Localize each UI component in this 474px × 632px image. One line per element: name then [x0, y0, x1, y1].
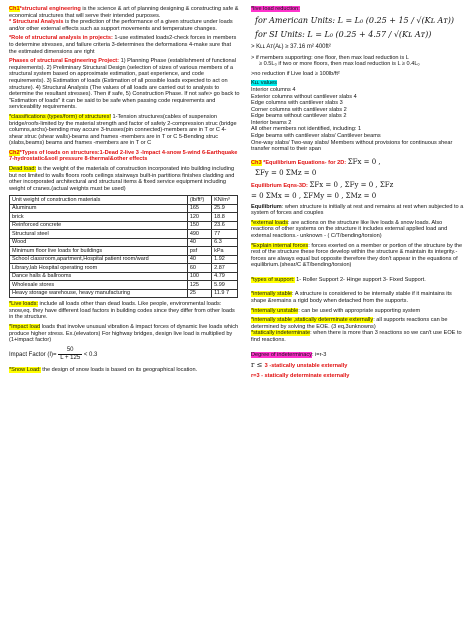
impact-load-text: loads that involve unusual vibration & impact forces of dynamic live loads which produce higher stress. Ex.(elevators) For highway bridges, design live load is multiplied by (1+impact factor) [9, 324, 239, 344]
table-row [10, 289, 238, 297]
table-cell: 60 [187, 264, 211, 272]
table-cell: Wood [10, 238, 188, 246]
right-column [251, 6, 466, 379]
equilibrium-2d-heading: *Equilibrium Equations- for 2D: [263, 159, 347, 166]
kll-at-line: > Kʟʟ Aᴛ(Aʟ) ≥ 37.16 m² 400ft² [251, 44, 331, 51]
table-row [10, 281, 238, 289]
left-column [9, 6, 240, 377]
kll-value-item: One-way slabs/ Two-way slabs/ Members without provisions for continuous shear transfer normal to their span [251, 139, 453, 153]
table-row [10, 230, 238, 238]
indeterminate-heading: *statically indeterminate [251, 330, 311, 337]
table-row [10, 213, 238, 221]
table-cell: 25 [187, 289, 211, 297]
kll-value-item: Interior columns 4 [251, 86, 296, 93]
table-cell: Library,lab Hospital operating room [10, 264, 188, 272]
impact-load-paragraph [9, 324, 240, 344]
table-cell: 120 [187, 213, 211, 221]
dead-load-text: is the weight of the materials of construction incorporated into building including but not limited to walls floors roofs ceilings stairways built-in partitions finishes cladding and other incorporated architectural and structural items & fixed service equipment including weight of cranes.(actual weights must be used) [9, 166, 235, 192]
dead-load-heading: Dead load: [9, 166, 37, 173]
table-cell: 150 [187, 221, 211, 229]
kll-value-item: Edge columns with cantilever slabs 3 [251, 100, 343, 107]
table-cell: 18.8 [212, 213, 238, 221]
equilibrium-3d-heading: Equilibrium Eqns-3D: [251, 182, 308, 189]
support-types-heading: *types of support: [251, 276, 295, 283]
equation-3d-forces: ΣFx = 0 , ΣFy = 0 , ΣFz [309, 180, 394, 189]
internally-unstable-text: : can be used with appropriate supporting system [298, 307, 421, 314]
types-of-loads-heading: *Types of loads on structures: [19, 149, 100, 156]
impact-denominator: L + 125 [60, 354, 81, 361]
determinate-paragraph [251, 317, 466, 330]
eq3d-line [251, 181, 466, 190]
table-cell: Aluminum [10, 204, 188, 212]
equilibrium-paragraph [251, 204, 466, 217]
equilibrium-text: : when structure is initially at rest and remains at rest when subjected to a system of forces and couples [251, 203, 464, 217]
role-heading: *Role of structural analysis in projects: [9, 35, 113, 42]
table-cell: 5.99 [212, 281, 238, 289]
phases-text: 1) Planning Phase (establishment of functional requirements). 2) Preliminary Structural Design (selection of sizes of various members of a structural system based on approximate estimation, past experience, and code requirements). 3) Estimation of loads (Estimation of all possible loads expected to act on structure). 4) Structural Analysis (The values of all loads are carried out to analysis to determine the resultant stresses). Then if safe, 5) Construction Phase. If not safe> go back to "Estimation of loads" it can be said to be safe when passing code requirements and serviceability requirements. [9, 58, 240, 111]
impact-limit: < 0.3 [83, 351, 98, 358]
kll-value-item: Edge beams with cantilever slabs/ Cantilever beams [251, 133, 381, 140]
table-cell: 125 [187, 281, 211, 289]
table-cell: 23.6 [212, 221, 238, 229]
table-cell: Heavy storage warehouse, heavy manufacturing [10, 289, 188, 297]
external-loads-paragraph [251, 220, 466, 240]
internal-forces-paragraph [251, 243, 466, 269]
ch2-heading: Ch2 [9, 149, 20, 156]
table-cell: Unit weight of construction materials [10, 196, 188, 204]
determinate-heading: *internally stable ,statically determinate externally [251, 317, 374, 324]
degree-indeterminacy-formula: : i=r-3 [311, 351, 327, 358]
table-cell: 77 [212, 230, 238, 238]
kll-value-item: Edge beams without cantilever slabs 2 [251, 113, 347, 120]
r-less-than: r ≤ [251, 361, 265, 370]
internally-stable-paragraph [251, 291, 466, 304]
determinate-text: : all supports reactions can be determined by solving the EOE. (3 eq,3unknowns) [251, 317, 448, 330]
ch3-line [251, 158, 466, 167]
table-cell: 40 [187, 255, 211, 263]
llr-heading-line [251, 6, 466, 13]
live-loads-heading: *Live loads: [9, 301, 38, 308]
ch3-heading: Ch3 [251, 159, 262, 166]
impact-factor-label: Impact Factor (I)= [9, 351, 57, 358]
table-cell: 1.92 [212, 255, 238, 263]
table-cell: kPa [212, 247, 238, 255]
structural-engineering-term: *structural engineering [19, 6, 81, 12]
role-text-2: 2-check forces in members to determine stresses, and failure criteria [9, 35, 237, 48]
impact-numerator: 50 [58, 347, 82, 355]
r-determinate-text: r=3 - statically determinate externally [251, 372, 350, 379]
table-row [10, 204, 238, 212]
no-reduction-line: >no reduction if Live load ≥ 100lb/ft² [251, 70, 340, 77]
phases-paragraph [9, 58, 240, 111]
table-cell: 40 [187, 238, 211, 246]
table-cell: 100 [187, 272, 211, 280]
impact-fraction [58, 347, 82, 362]
kll-values-list [251, 87, 466, 153]
types-of-loads-text: 1-Dead 2-live 3 -Impact 4-snow 5-wind 6-Earthquake 7-hydrostatic&soil pressure 8-thermal&other effects [9, 149, 238, 163]
indeterminate-paragraph [251, 330, 466, 343]
degree-indeterminacy-heading: Degree of indeterminacy [251, 351, 312, 358]
ch1-intro [9, 6, 240, 32]
external-loads-text: : are actions on the structure like live loads & snow loads. Also reactions of other systems on the structure it includes external applied load and external reactions.- unknown - ( C/T/bending/torsion) [251, 219, 448, 239]
table-row [10, 272, 238, 280]
degree-indeterminacy-line [251, 352, 466, 359]
equation-sum-fy-mz: ΣFy = 0 ΣMz = 0 [255, 169, 317, 178]
role-text-3: 3-determines the deformations [111, 41, 188, 48]
one-floor-line: > if members supporting: one floor, then max load reduction is L [251, 54, 409, 61]
internally-stable-text: : A structure is considered to be internally stable if it maintains its shape &remains a rigid body when detached from the supports. [251, 291, 452, 305]
structural-analysis-text: is the prediction of the performance of a given structure under loads and/or other external effects such as support movements and temperature changes. [9, 19, 233, 32]
classifications-heading: *classifications (types/form) of structures! [9, 113, 111, 120]
kll-value-item: Exterior columns without cantilever slabs 4 [251, 93, 357, 100]
internal-forces-heading: *Explain internal forces [251, 242, 309, 249]
table-cell: 490 [187, 230, 211, 238]
table-row [10, 255, 238, 263]
r-unstable-line [251, 361, 466, 370]
live-load-reduction-heading: *live load reduction: [251, 6, 300, 12]
kll-value-item: Corner columns with cantilever slabs 2 [251, 106, 347, 113]
table-cell: 11.9 7 [212, 289, 238, 297]
role-text-4: 4-make sure that the estimated dimensions are right [9, 41, 232, 55]
si-formula: for SI Units: L = L₀ (0.25 + 4.57 / √(Kʟ Aᴛ)) [255, 30, 432, 40]
table-cell: Wholesale stores [10, 281, 188, 289]
table-cell: 6.3 [212, 238, 238, 246]
table-cell: 4.79 [212, 272, 238, 280]
equation-sum-fx: ΣFx = 0 , [347, 157, 381, 166]
table-cell: Minimum floor live loads for buildings [10, 247, 188, 255]
table-cell: 165 [187, 204, 211, 212]
structural-analysis-term: * Structural Analysis [9, 19, 64, 26]
snow-load-text: the design of snow loads is based on its geographical location. [40, 366, 198, 373]
live-loads-paragraph [9, 301, 240, 321]
table-row [10, 238, 238, 246]
table-cell: 25.9 [212, 204, 238, 212]
internal-forces-text: : forces exerted on a member or portion of the structure by the rest of the structure these force develop within the structure & maintain its integrity.- forces are always equal but opposite therefore they don't appear in the equations of equilibrium.(shear/C &T/bending/torsion) [251, 242, 463, 269]
table-row [10, 264, 238, 272]
external-loads-heading: *external loads [251, 219, 289, 226]
two-floors-line: ≥ 0.5L₀ if two or more floors, then max load reduction is L ≥ 0.4L₀ [259, 61, 420, 68]
table-cell: psf [187, 247, 211, 255]
kll-value-item: Interior beams 2 [251, 119, 292, 126]
table-cell: KN/m³ [212, 196, 238, 204]
kll-values-heading-line [251, 80, 466, 87]
equation-3d-moments: = 0 ΣMx = 0 , ΣFMy = 0 , ΣMz = 0 [251, 192, 377, 201]
equilibrium-term: Equilibrium [251, 203, 282, 210]
classifications-text: 1-Tension structures(cables of suspension bridge/roofs-limited by the material strength and factor of safety 2-compression struc (bridge columns,archs)-bending may accure 3-trusses(pin connected)-members are in T or C 4-shear struc (shear walls)-beams and frames -members are in T or C 5-Bending struc (slabs,beams) beams and frames -members are in T or C [9, 113, 237, 147]
internally-unstable-paragraph [251, 308, 466, 315]
table-cell: 2.87 [212, 264, 238, 272]
live-loads-text: include all loads other than dead loads. Like people, environmental loads: snow,eq. they have different load factors in building codes since they differ from other loads in the structure. [9, 301, 235, 321]
table-row [10, 247, 238, 255]
internally-unstable-heading: *internally unstable [251, 307, 299, 314]
table-row [10, 196, 238, 204]
table-row [10, 221, 238, 229]
table-cell: brick [10, 213, 188, 221]
snow-load-paragraph [9, 367, 240, 374]
internally-stable-heading: *internally stable [251, 291, 293, 298]
table-cell: Reinforced concrete [10, 221, 188, 229]
table-cell: Structural steel [10, 230, 188, 238]
r-unstable-text: 3 -statically unstable externally [264, 363, 348, 370]
ch1-heading: Ch1 [9, 6, 20, 12]
impact-factor-formula [9, 347, 240, 362]
indeterminate-text: : when there is more than 3 reactions so we can't use EOE to find reactions. [251, 330, 462, 344]
ch1-intro-text: is the science & art of planning designing & constructing safe & economical structures that will serve their intended purposes. [9, 6, 239, 19]
table-cell: (lb/ft³) [187, 196, 211, 204]
support-types-text: 1- Roller Support 2- Hinge support 3- Fixed Support. [294, 276, 426, 283]
support-types-paragraph [251, 277, 466, 284]
table-cell: School classroom,apartment,Hospital patient room/ward [10, 255, 188, 263]
phases-heading: Phases of structural Engineering Project: [9, 58, 120, 65]
us-formula: for American Units: L = L₀ (0.25 + 15 / √(Kʟ Aᴛ)) [255, 15, 454, 25]
dead-load-paragraph [9, 166, 240, 192]
role-text-1: 1-use estimated loads [112, 35, 170, 42]
unit-weight-table [9, 195, 238, 298]
table-cell: Dance halls & ballrooms [10, 272, 188, 280]
kll-value-item: All other members not identified, including: 1 [251, 126, 362, 133]
snow-load-heading: *Snow Load: [9, 366, 41, 373]
role-paragraph [9, 35, 240, 55]
impact-load-heading: *Impact load [9, 324, 41, 331]
ch2-types-paragraph [9, 150, 240, 163]
kll-values-heading: Kʟʟ values [251, 80, 277, 87]
classifications-paragraph [9, 114, 240, 147]
